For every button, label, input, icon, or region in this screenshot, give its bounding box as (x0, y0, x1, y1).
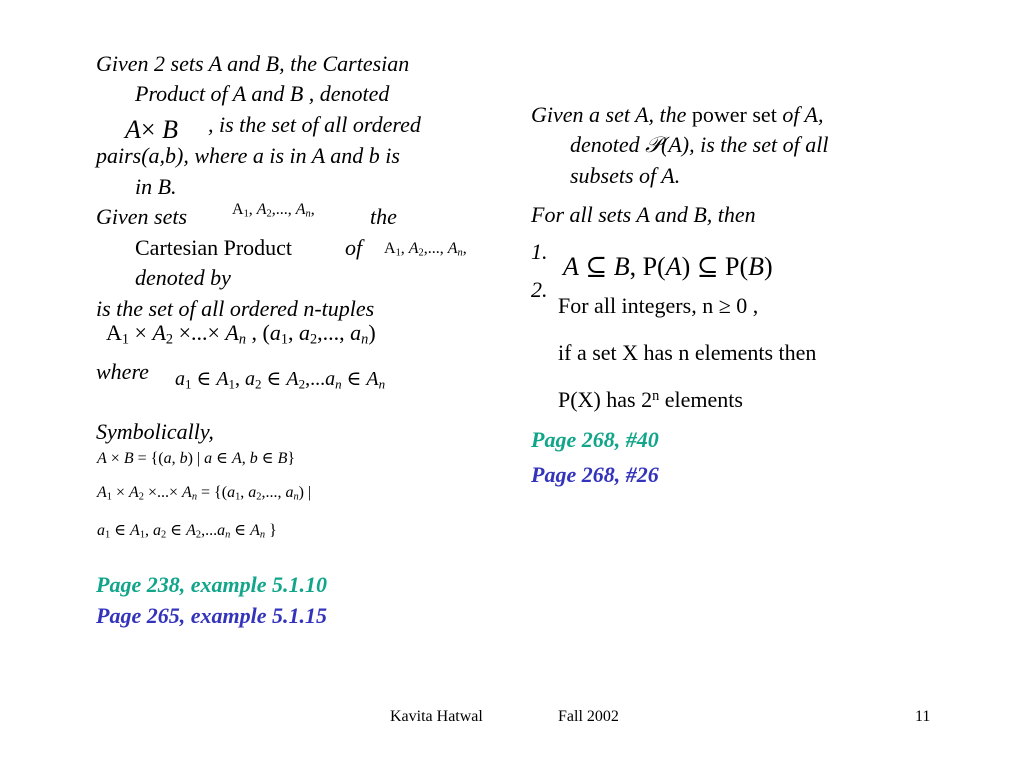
denoted-by-label: denoted by (135, 265, 231, 290)
power-set-line2: denoted 𝒫(A), is the set of all (570, 132, 829, 158)
page-238-link[interactable]: Page 238, example 5.1.10 (96, 572, 327, 597)
page-265-link[interactable]: Page 265, example 5.1.15 (96, 603, 327, 628)
formula-symbolic-2: $A_1 \times A_2$ ×...× $A_n = \{(a_1$, $a_2$,..., $a_n$) | (97, 484, 312, 503)
formula-a-cross-b: A× B (125, 115, 178, 144)
power-set-line1: Given a set A, the power set of A, (531, 102, 824, 127)
cartesian-line5: in B. (135, 174, 177, 199)
formula-symbolic-1: A × B = {(a, b) | a ∈ A, b ∈ B} (97, 450, 296, 467)
formula-where: $a_1$ ∈ $A_1$, $a_2$ ∈ $A_2,...a_n$ ∈ $A_n$ (175, 368, 386, 392)
cartesian-product-label: Cartesian Product (135, 235, 293, 260)
integers-line: For all integers, n ≥ 0 , (558, 293, 759, 318)
power-set-line3: subsets of A. (570, 163, 681, 188)
for-all-sets-label: For all sets A and B, then (531, 202, 756, 227)
power-set-term: power set (691, 102, 777, 127)
of-label: of (345, 235, 363, 260)
if-set-line: if a set X has n elements then (558, 340, 817, 365)
item-1-label: 1. (531, 239, 548, 264)
formula-symbolic-3: $a_1$ ∈ $A_1$, $a_2$ ∈ $A_2,...a_n$ ∈ $A_n$ } (97, 522, 277, 541)
page-268-40-link[interactable]: Page 268, #40 (531, 427, 659, 452)
given-sets-label: Given sets (96, 204, 188, 229)
symbolically-label: Symbolically, (96, 419, 214, 444)
cartesian-line3: , is the set of all ordered (208, 112, 421, 137)
formula-sets-list-2: $A_1$, $A_2$,..., $A_n$, (384, 240, 467, 259)
script-p-icon: 𝒫 (645, 133, 662, 158)
where-label: where (96, 359, 149, 384)
cartesian-line4: pairs(a,b), where a is in A and b is (96, 143, 400, 168)
footer-term: Fall 2002 (558, 708, 619, 725)
formula-subset: A ⊆ B, P(A) ⊆ P(B) (563, 252, 773, 281)
exponent-n: n (652, 387, 660, 404)
formula-ntuple: $A_1 \times A_2$ ×...× $A_n$ , ($a_1$, $a_2$,..., $a_n$) (106, 320, 376, 348)
ordered-ntuples-label: is the set of all ordered n-tuples (96, 296, 375, 321)
cartesian-line1: Given 2 sets A and B, the Cartesian (96, 51, 410, 76)
footer-author: Kavita Hatwal (390, 708, 483, 725)
formula-sets-list: $A_1$, $A_2$,..., $A_n$, (232, 201, 315, 220)
footer-page-number: 11 (915, 708, 931, 725)
page-268-26-link[interactable]: Page 268, #26 (531, 462, 659, 487)
the-label: the (370, 204, 397, 229)
cartesian-line2: Product of A and B , denoted (135, 81, 390, 106)
px-elements-line: P(X) has 2$^n$ elements (558, 387, 743, 412)
item-2-label: 2. (531, 277, 548, 302)
